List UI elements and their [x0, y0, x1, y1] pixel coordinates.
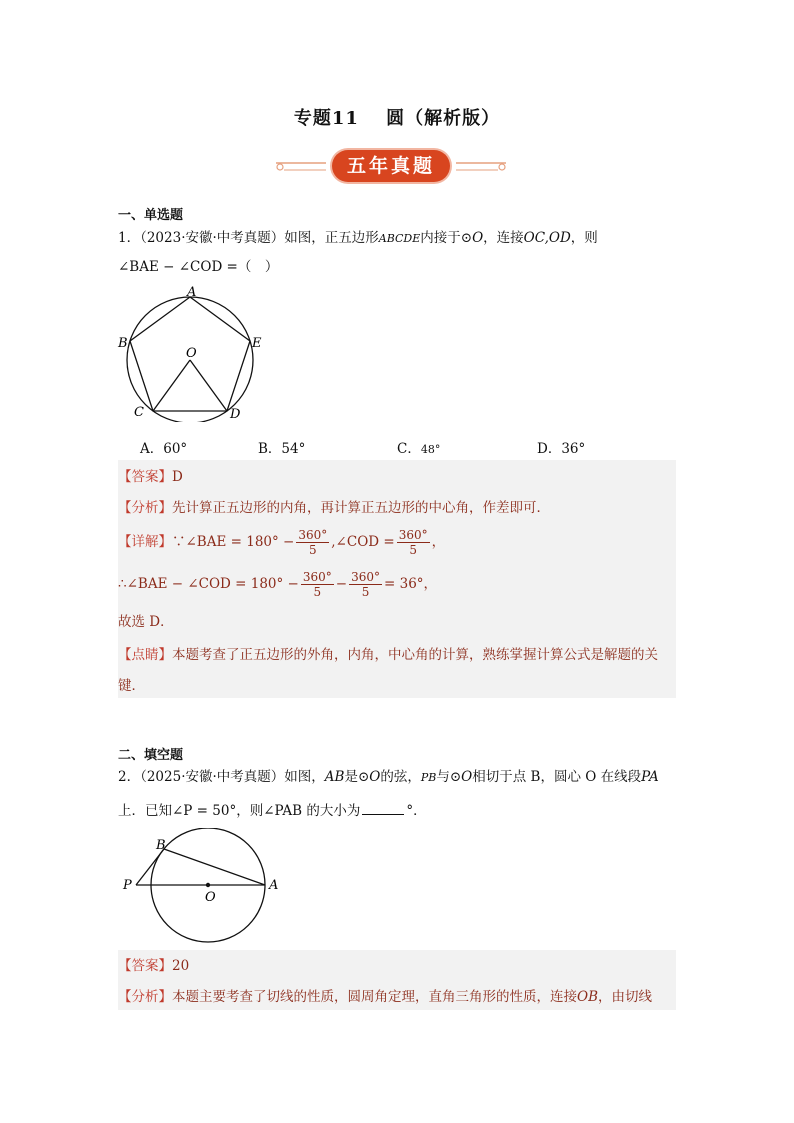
q1-label-o: O: [186, 346, 197, 361]
q2-label-b: B: [156, 838, 166, 853]
q2-center-dot: [206, 883, 210, 887]
q1-conclusion: 故选 D．: [118, 614, 174, 630]
q2-answer: 【答案】20: [118, 958, 190, 974]
banner-badge: 五年真题: [332, 150, 450, 182]
q2-seg-ab: [164, 849, 265, 885]
q1-stem-line2: ∠BAE − ∠COD =（ ）: [118, 259, 279, 275]
banner: [0, 150, 794, 184]
q2-label-a: A: [269, 878, 279, 893]
q2-figure: [118, 828, 288, 944]
q1-answer: 【答案】D: [118, 469, 183, 485]
q1-comment-line2: 键．: [118, 678, 145, 694]
q1-label-b: B: [118, 336, 128, 351]
title-right: 圆（解析版）: [386, 108, 501, 129]
q1-seg-od: [190, 360, 227, 411]
q2-answer-blank: [362, 800, 404, 815]
q1-option-a: A．60°: [140, 441, 188, 457]
q1-option-b: B．54°: [258, 441, 306, 457]
q1-option-d: D．36°: [537, 441, 586, 457]
q2-label-o: O: [205, 890, 216, 905]
title-left: 专题11: [293, 108, 359, 129]
section-title-single-choice: 一、单选题: [118, 208, 184, 223]
q1-detail-line2: ∴∠BAE − ∠COD = 180° − $\frac{360^\circ}{5}$ − $\frac{360^\circ}{5}$ = 36°，: [118, 570, 438, 599]
q1-label-d: D: [230, 407, 241, 422]
section-title-fill-blank: 二、填空题: [118, 748, 184, 763]
q2-stem-line2: 上．已知∠P = 50°，则∠PAB 的大小为 °．: [118, 800, 427, 821]
q1-option-c: C．48°: [397, 441, 441, 457]
q1-figure-pentagon: [112, 282, 272, 422]
q1-label-e: E: [252, 336, 262, 351]
q1-stem-line1: 1．（2023·安徽·中考真题）如图，正五边形ABCDE内接于⊙O，连接OC,OD，则: [118, 230, 598, 246]
q2-seg-pb: [136, 849, 164, 885]
q1-detail-line1: 【详解】∵∠BAE = 180° − $\frac{360^\circ}{5}$ ,∠COD = $\frac{360^\circ}{5}$ ，: [118, 528, 446, 557]
q1-comment-line1: 【点睛】本题考查了正五边形的外角，内角，中心角的计算，熟练掌握计算公式是解题的关: [118, 647, 658, 663]
q1-analysis: 【分析】先计算正五边形的内角，再计算正五边形的中心角，作差即可．: [118, 500, 550, 516]
q1-label-a: A: [187, 285, 197, 300]
q1-seg-oc: [153, 360, 190, 411]
q2-stem-line1: 2．（2025·安徽·中考真题）如图，AB是⊙O的弦，PB与⊙O相切于点 B，圆心 O 在线段PA: [118, 769, 659, 785]
q1-label-c: C: [134, 405, 144, 420]
q2-analysis: 【分析】本题主要考查了切线的性质，圆周角定理，直角三角形的性质，连接OB，由切线: [118, 989, 652, 1005]
q2-label-p: P: [123, 878, 132, 893]
page-title: [0, 104, 794, 130]
